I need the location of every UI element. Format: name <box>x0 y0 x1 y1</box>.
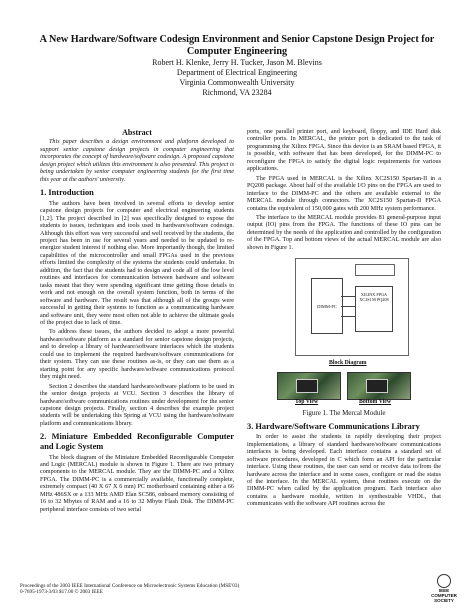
logo-icon <box>437 574 451 588</box>
bus-line <box>341 316 355 317</box>
section-3-paragraph-1: In order to assist the students in rapidly developing their project implementations, a library of standard hardware/software communications interfaces is being developed. Each interface contains a standard set of software procedures, developed in C which form an API for the particular interface. Using these routines, the user can send or receive data to/from the hardware across the interface and in some cases, configure or read the status of the interface. In the MERCAL system, these routines execute on the DIMM-PC when called by the application program. Each interface also contains a hardware module, written in synthesizable VHDL, that communicates with the software API routines across the <box>247 434 441 508</box>
footer-proceedings: Proceedings of the 2003 IEEE International Conference on Microelectronic Systems Education (MSE'03) <box>20 583 240 589</box>
figure-caption: Figure 1. The Mercal Module <box>302 409 386 418</box>
left-column <box>40 129 234 516</box>
section-3-heading: 3. Hardware/Software Communications Library <box>247 421 420 431</box>
right-paragraph-2: The FPGA used in MERCAL is the Xilinx XC2S150 Spartan-II in a PQ208 package. About half of the available I/O pins on the FPGA are used to interface to the DIMM-PC and the others are available external to the MERCAL module through connectors. The XC2S150 Spartan-II FPGA contains the equivalent of 150,000 gates with 200 MHz system performance. <box>247 175 441 212</box>
computer-society-logo <box>430 574 458 604</box>
block-diagram-label: Block Diagram <box>329 360 367 367</box>
logo-line-2: COMPUTER <box>431 593 457 598</box>
affiliation-city: Richmond, VA 23284 <box>202 88 272 97</box>
intro-paragraph-1: The authors have been involved in several efforts to develop senior capstone design projects for computer and electrical engineering students [1,2]. The project described in [2] was specifically designed to expose the students to issues, techniques and tools used in hardware/software codesign. Although this effort was very successful and well received by the students, the project has been in use for several years and needed to be updated to re-energize student interest if nothing else. More importantly though, the limited capabilities of the microcontroller and small FPGAs used in the previous efforts limited the complexity of the systems the students could undertake. In addition, the fact that the students had to design and code all of the low level routines and interfaces for communication between hardware and software tasks meant that they were spending significant time getting those details to work and not enough on the overall system function, both in terms of the software and hardware. The result was that although all of the groups were successful in getting their systems to function as a communicating hardware and software unit, they were most often not able to achieve the ultimate goals of the project due to lack of time. <box>40 200 234 327</box>
right-paragraph-3: The interface to the MERCAL module provides 81 general-purpose input output (IO) pins from the FPGA. The functions of these IO pins can be determined by the needs of the application and controlled by the configuration of the FPGA. Top and bottom views of the actual MERCAL module are also shown in Figure 1. <box>247 214 441 251</box>
top-view-photo <box>277 372 341 400</box>
power-box <box>355 264 395 276</box>
paper-title: A New Hardware/Software Codesign Environment and Senior Capstone Design Project for Computer Engineering <box>39 34 435 57</box>
right-column <box>247 129 441 511</box>
fpga-label: XILINX FPGA <box>360 292 388 298</box>
affiliation-dept: Department of Electrical Engineering <box>176 68 298 77</box>
right-paragraph-1: ports, one parallel printer port, and keyboard, floppy, and IDE Hard disk controller ports. In MERCAL, the printer port is dedicated to the task of programming the Xilinx FPGA. Since this device is an SRAM based FPGA, it is possible, with software that has been developed, for the DIMM-PC to reconfigure the FPGA to satisfy the digital logic requirements for various applications. <box>247 129 441 173</box>
footer-isbn: 0-7695-1973-3/03 $17.00 © 2003 IEEE <box>20 589 103 596</box>
authors: Robert H. Klenke, Jerry H. Tucker, Jason M. Blevins <box>152 58 322 67</box>
block-diagram <box>295 258 407 364</box>
intro-heading: 1. Introduction <box>40 188 94 198</box>
author-block <box>30 58 444 98</box>
bottom-view-label: Bottom View <box>359 399 392 406</box>
intro-paragraph-3: Section 2 describes the standard hardware/software platform to be used in the senior design projects at VCU. Section 3 describes the library of hardware/software communications routines under development for the senior capstone design projects. Finally, section 4 describes the example project students will be undertaking this Spring at VCU using the hardware/software platform and communications library. <box>40 383 234 427</box>
bus-line <box>341 306 355 307</box>
section-2-heading: 2. Miniature Embedded Reconfigurable Computer and Logic System <box>40 432 234 451</box>
logo-line-3: SOCIETY <box>434 598 454 603</box>
bottom-view-photo <box>347 372 411 400</box>
figure-1 <box>247 254 441 406</box>
dimm-pc-block: DIMM-PC <box>311 278 343 334</box>
logo-line-1: IEEE <box>438 588 450 593</box>
abstract-text: This paper describes a design environment and platform developed to support senior capstone design projects in computer engineering that incorporates the concept of hardware/software codesign. A proposed capstone design project which utilizes this environment is also presented. This project is being undertaken by senior computer engineering students for the first time this year at the authors' university. <box>40 139 234 183</box>
affiliation-univ: Virginia Commonwealth University <box>179 78 295 87</box>
footer <box>20 583 239 595</box>
fpga-block <box>355 286 393 332</box>
fpga-part: XC2S150 PQ208 <box>359 297 389 303</box>
section-2-paragraph-1: The block diagram of the Miniature Embedded Reconfigurable Computer and Logic (MERCAL) module is shown in Figure 1. There are two primary components to the MERCAL module. They are the DIMM-PC and a Xilinx FPGA. The DIMM-PC is a commercially available, functionally complete, extremely compact (40 X 67 X 6 mm) PC motherboard containing either a 66 MHz 486SX or a 133 MHz AMD Elan SC586, onboard memory consisting of 16 to 32 Mbytes of RAM and a 16 to 32 Mbyte Flash Disk. The DIMM-PC peripheral interface consists of two serial <box>40 454 234 513</box>
top-view-label: Top View <box>295 399 319 406</box>
bus-line <box>341 296 355 297</box>
intro-paragraph-2: To address these issues, the authors decided to adopt a more powerful hardware/software platform as a standard for senior capstone design projects, and to develop a library of hardware/software interfaces which the students could use to implement the required hardware/software communications for their system. They can use these routines as-is, or they can use them as a starting point for any specific hardware/software communications protocol they might need. <box>40 329 234 381</box>
abstract-heading: Abstract <box>122 128 152 137</box>
